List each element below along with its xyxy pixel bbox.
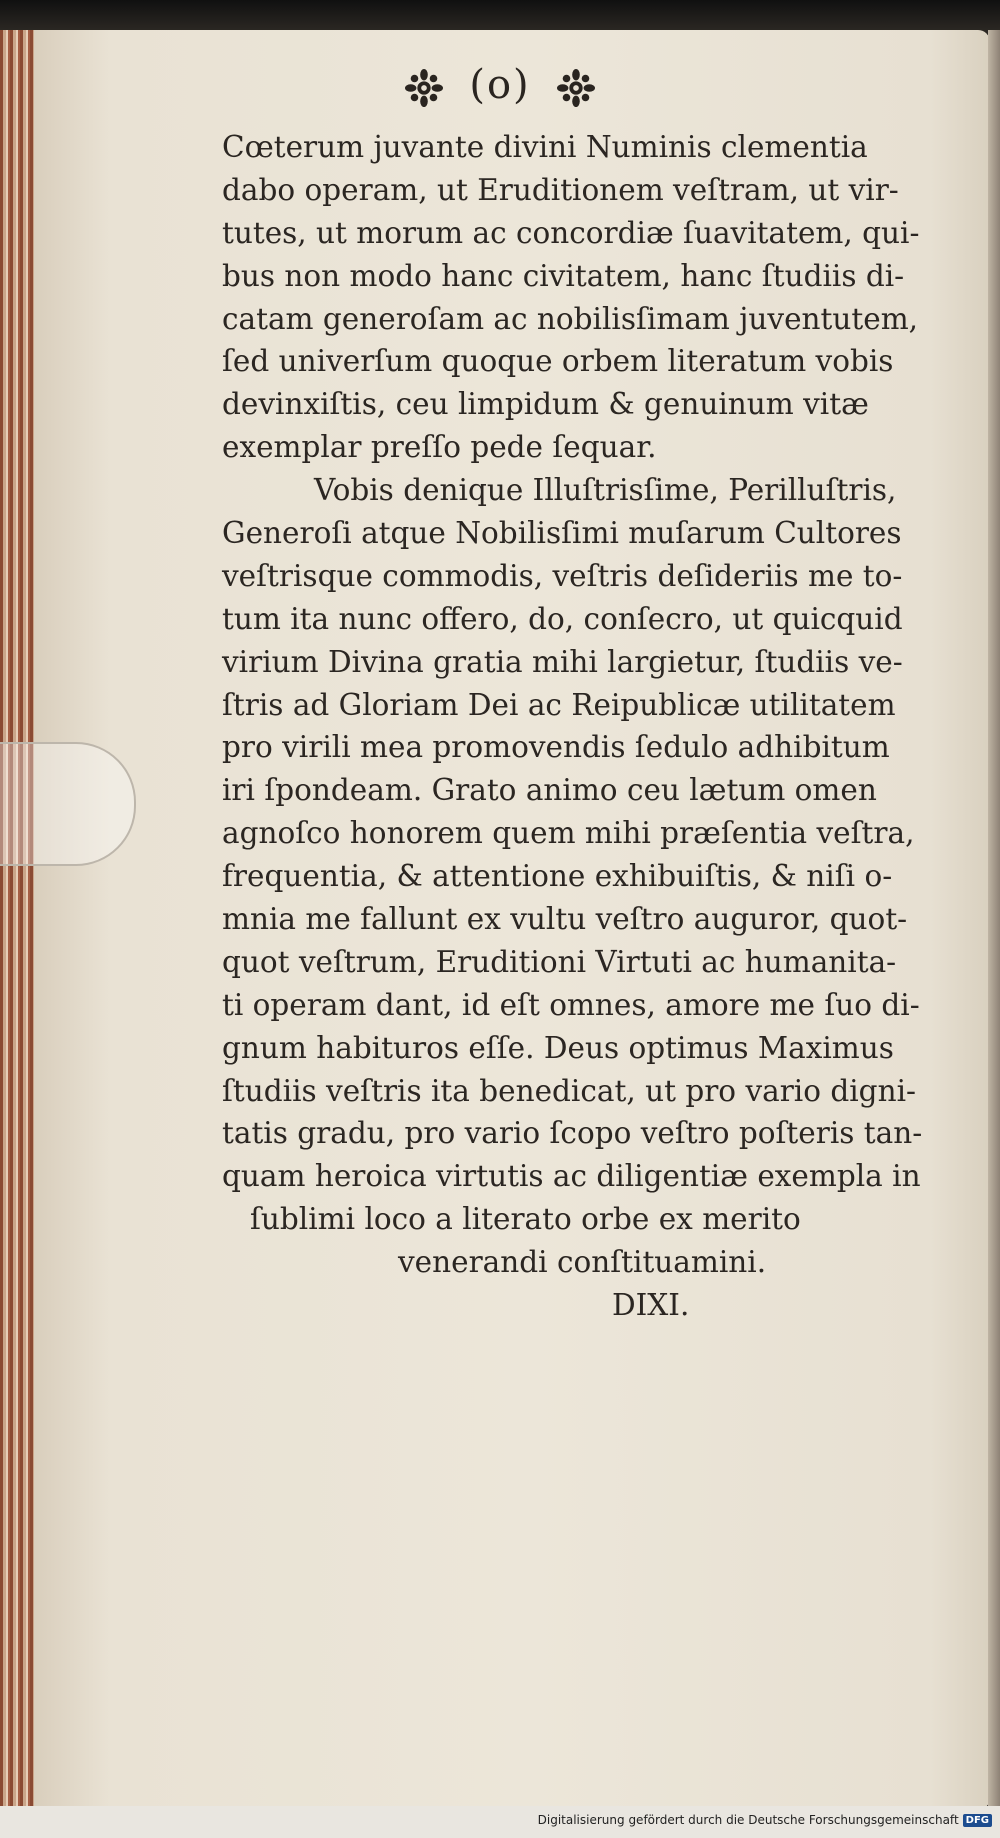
digitization-credit [538, 1813, 992, 1827]
text-line: gnum habituros eſſe. Deus optimus Maximus [222, 1030, 894, 1065]
text-line: ſtris ad Gloriam Dei ac Reipublicæ utilitatem [222, 687, 896, 722]
text-line: mnia me fallunt ex vultu veſtro auguror, quot- [222, 902, 908, 937]
text-line: iri ſpondeam. Grato animo ceu lætum omen [222, 773, 877, 808]
text-line: ſed univerſum quoque orbem literatum vobis [222, 344, 894, 379]
text-line: Generoſi atque Nobilisſimi muſarum Cultores [222, 516, 902, 551]
text-line: quot veſtrum, Eruditioni Virtuti ac humanita- [222, 944, 897, 979]
text-line: catam generoſam ac nobilisſimam juventutem, [222, 301, 919, 336]
credit-text: Digitalisierung gefördert durch die Deutsche Forschungsgemeinschaft [537, 1813, 959, 1827]
text-line: virium Divina gratia mihi largietur, ſtudiis ve- [222, 644, 903, 679]
text-line: tatis gradu, pro vario ſcopo veſtro poſteris tan- [222, 1116, 923, 1151]
book-top-edge [0, 0, 1000, 34]
text-line: bus non modo hanc civitatem, hanc ſtudiis di- [222, 258, 905, 293]
dfg-logo: DFG [963, 1814, 992, 1827]
text-line: veſtrisque commodis, veſtris deſideriis me to- [222, 558, 903, 593]
ornament-left-icon [405, 69, 443, 107]
paragraph-start-line: Vobis denique Illuſtrisſime, Perilluſtris, [314, 473, 897, 508]
text-line: quam heroica virtutis ac diligentiæ exempla in [222, 1159, 921, 1194]
text-line: ſublimi loco a literato orbe ex merito [250, 1202, 801, 1237]
clip-tab [0, 742, 136, 866]
book-binding-edge [0, 30, 34, 1810]
text-line: Cœterum juvante divini Numinis clementia [222, 130, 868, 164]
text-line: frequentia, & attentione exhibuiſtis, & niſi o- [222, 859, 893, 894]
text-line: ti operam dant, id eſt omnes, amore me ſuo di- [222, 987, 920, 1022]
closing-line: venerandi conſtituamini. [398, 1245, 767, 1280]
text-line: ſtudiis veſtris ita benedicat, ut pro vario digni- [222, 1073, 916, 1108]
page-marker: (o) [469, 62, 531, 108]
text-line: pro virili mea promovendis ſedulo adhibitum [222, 730, 890, 765]
text-line: dabo operam, ut Eruditionem veſtram, ut vir- [222, 172, 899, 207]
text-line: agnoſco honorem quem mihi præſentia veſtra, [222, 816, 915, 851]
text-line: tum ita nunc offero, do, conſecro, ut quicquid [222, 601, 903, 636]
body-text [222, 126, 982, 1327]
text-line: tutes, ut morum ac concordiæ ſuavitatem, qui- [222, 215, 920, 250]
page-header [0, 62, 1000, 108]
text-line: exemplar preſſo pede ſequar. [222, 430, 657, 465]
page-right-edge [988, 30, 1000, 1810]
text-line: devinxiſtis, ceu limpidum & genuinum vitæ [222, 387, 869, 422]
ornament-right-icon [557, 69, 595, 107]
dixi-signoff: DIXI. [612, 1288, 690, 1323]
